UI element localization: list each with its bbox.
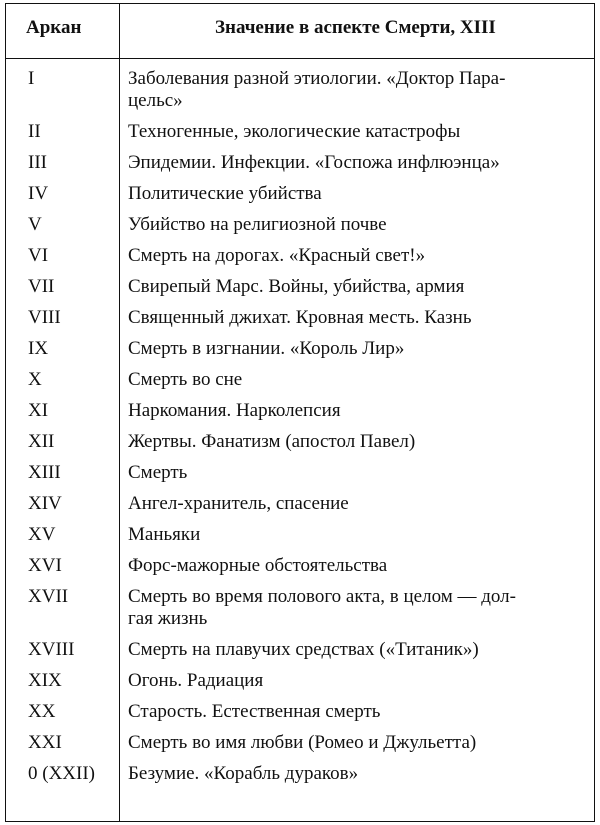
arcana-cell: XI bbox=[28, 400, 49, 421]
table-body bbox=[6, 68, 594, 794]
arcana-cell: XX bbox=[28, 701, 56, 722]
meaning-cell: Жертвы. Фанатизм (апостол Павел) bbox=[128, 431, 416, 452]
arcana-cell: 0 (XXII) bbox=[28, 763, 96, 784]
arcana-cell: XIII bbox=[28, 462, 61, 483]
arcana-cell: IV bbox=[28, 183, 49, 204]
table-row bbox=[6, 431, 594, 462]
table-row bbox=[6, 121, 594, 152]
meaning-cell: Смерть во время полового акта, в целом — дол- гая жизнь bbox=[128, 586, 516, 629]
arcana-cell: IX bbox=[28, 338, 49, 359]
arcana-cell: VI bbox=[28, 245, 49, 266]
table-row bbox=[6, 152, 594, 183]
table-row bbox=[6, 245, 594, 276]
table-row bbox=[6, 732, 594, 763]
arcana-table bbox=[5, 3, 595, 822]
arcana-cell: XXI bbox=[28, 732, 62, 753]
arcana-cell: VII bbox=[28, 276, 55, 297]
arcana-cell: XVIII bbox=[28, 639, 75, 660]
meaning-cell: Техногенные, экологические катастрофы bbox=[128, 121, 461, 142]
meaning-cell: Смерть в изгнании. «Король Лир» bbox=[128, 338, 405, 359]
meaning-cell: Заболевания разной этиологии. «Доктор Пара- цельс» bbox=[128, 68, 506, 111]
arcana-cell: III bbox=[28, 152, 47, 173]
table-row bbox=[6, 338, 594, 369]
meaning-cell: Безумие. «Корабль дураков» bbox=[128, 763, 359, 784]
arcana-cell: V bbox=[28, 214, 42, 235]
table-header bbox=[6, 4, 594, 59]
table-row bbox=[6, 183, 594, 214]
table-row bbox=[6, 524, 594, 555]
table-row bbox=[6, 763, 594, 794]
meaning-cell: Убийство на религиозной почве bbox=[128, 214, 387, 235]
table-row bbox=[6, 68, 594, 121]
table-row bbox=[6, 214, 594, 245]
meaning-cell: Ангел-хранитель, спасение bbox=[128, 493, 349, 514]
table-row bbox=[6, 639, 594, 670]
arcana-cell: VIII bbox=[28, 307, 61, 328]
meaning-cell: Смерть на плавучих средствах («Титаник») bbox=[128, 639, 479, 660]
meaning-cell: Старость. Естественная смерть bbox=[128, 701, 381, 722]
meaning-cell: Смерть на дорогах. «Красный свет!» bbox=[128, 245, 426, 266]
meaning-cell: Эпидемии. Инфекции. «Госпожа инфлюэнца» bbox=[128, 152, 500, 173]
meaning-cell: Свирепый Марс. Войны, убийства, армия bbox=[128, 276, 465, 297]
meaning-cell: Политические убийства bbox=[128, 183, 322, 204]
table-row bbox=[6, 276, 594, 307]
meaning-cell: Смерть bbox=[128, 462, 188, 483]
arcana-cell: II bbox=[28, 121, 41, 142]
meaning-cell: Наркомания. Нарколепсия bbox=[128, 400, 341, 421]
arcana-cell: XII bbox=[28, 431, 55, 452]
meaning-cell: Священный джихат. Кровная месть. Казнь bbox=[128, 307, 472, 328]
meaning-cell: Смерть во сне bbox=[128, 369, 243, 390]
table-row bbox=[6, 670, 594, 701]
header-arcana: Аркан bbox=[26, 17, 82, 38]
header-meaning: Значение в аспекте Смерти, XIII bbox=[215, 17, 496, 38]
arcana-cell: XV bbox=[28, 524, 56, 545]
table-row bbox=[6, 400, 594, 431]
arcana-cell: XIX bbox=[28, 670, 62, 691]
arcana-cell: XIV bbox=[28, 493, 62, 514]
table-row bbox=[6, 462, 594, 493]
arcana-cell: X bbox=[28, 369, 42, 390]
arcana-cell: XVII bbox=[28, 586, 69, 607]
table-row bbox=[6, 493, 594, 524]
meaning-cell: Форс-мажорные обстоятельства bbox=[128, 555, 388, 576]
table-row bbox=[6, 586, 594, 639]
table-row bbox=[6, 701, 594, 732]
table-row bbox=[6, 369, 594, 400]
meaning-cell: Огонь. Радиация bbox=[128, 670, 264, 691]
meaning-cell: Маньяки bbox=[128, 524, 201, 545]
arcana-cell: I bbox=[28, 68, 35, 89]
table-row bbox=[6, 307, 594, 338]
table-row bbox=[6, 555, 594, 586]
arcana-cell: XVI bbox=[28, 555, 62, 576]
meaning-cell: Смерть во имя любви (Ромео и Джульетта) bbox=[128, 732, 477, 753]
